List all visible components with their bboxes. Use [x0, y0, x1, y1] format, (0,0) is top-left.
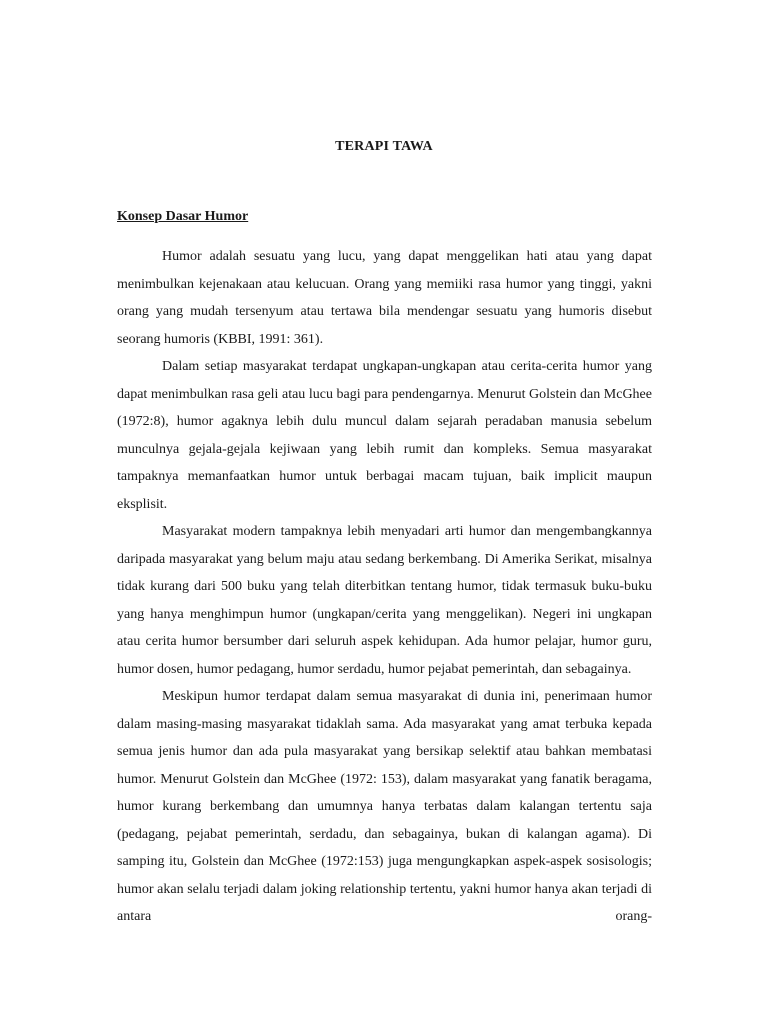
paragraph-1: Humor adalah sesuatu yang lucu, yang dapat menggelikan hati atau yang dapat menimbulkan kejenakaan atau kelucuan. Orang yang memiiki rasa humor yang tinggi, yakni orang yang mudah tersenyum atau tertawa bila mendengar sesuatu yang humoris disebut seorang humoris (KBBI, 1991: 361).: [117, 249, 652, 347]
body-text: [117, 243, 652, 931]
document-title: TERAPI TAWA: [335, 139, 433, 154]
paragraph-2: Dalam setiap masyarakat terdapat ungkapan-ungkapan atau cerita-cerita humor yang dapat menimbulkan rasa geli atau lucu bagi para pendengarnya. Menurut Golstein dan McGhee (1972:8), humor agaknya lebih dulu muncul dalam sejarah peradaban manusia sebelum munculnya gejala-gejala kejiwaan yang lebih rumit dan kompleks. Semua masyarakat tampaknya memanfaatkan humor untuk berbagai macam tujuan, baik implicit maupun eksplisit.: [117, 359, 652, 512]
paragraph-3: Masyarakat modern tampaknya lebih menyadari arti humor dan mengembangkannya daripada masyarakat yang belum maju atau sedang berkembang. Di Amerika Serikat, misalnya tidak kurang dari 500 buku yang telah diterbitkan tentang humor, tidak termasuk buku-buku yang hanya menghimpun humor (ungkapan/cerita yang menggelikan). Negeri ini ungkapan atau cerita humor bersumber dari seluruh aspek kehidupan. Ada humor pelajar, humor guru, humor dosen, humor pedagang, humor serdadu, humor pejabat pemerintah, dan sebagainya.: [117, 524, 652, 677]
section-heading: Konsep Dasar Humor: [117, 209, 249, 224]
paragraph-4: Meskipun humor terdapat dalam semua masyarakat di dunia ini, penerimaan humor dalam masing-masing masyarakat tidaklah sama. Ada masyarakat yang amat terbuka kepada semua jenis humor dan ada pula masyarakat yang bersikap selektif atau bahkan membatasi humor. Menurut Golstein dan McGhee (1972: 153), dalam masyarakat yang fanatik beragama, humor kurang berkembang dan umumnya hanya terbatas dalam kalangan tertentu saja (pedagang, pejabat pemerintah, serdadu, dan sebagainya, bukan di kalangan agama). Di samping itu, Golstein dan McGhee (1972:153) juga mengungkapkan aspek-aspek sosisologis; humor akan selalu terjadi dalam joking relationship tertentu, yakni humor hanya akan terjadi di antara orang-: [117, 689, 652, 924]
